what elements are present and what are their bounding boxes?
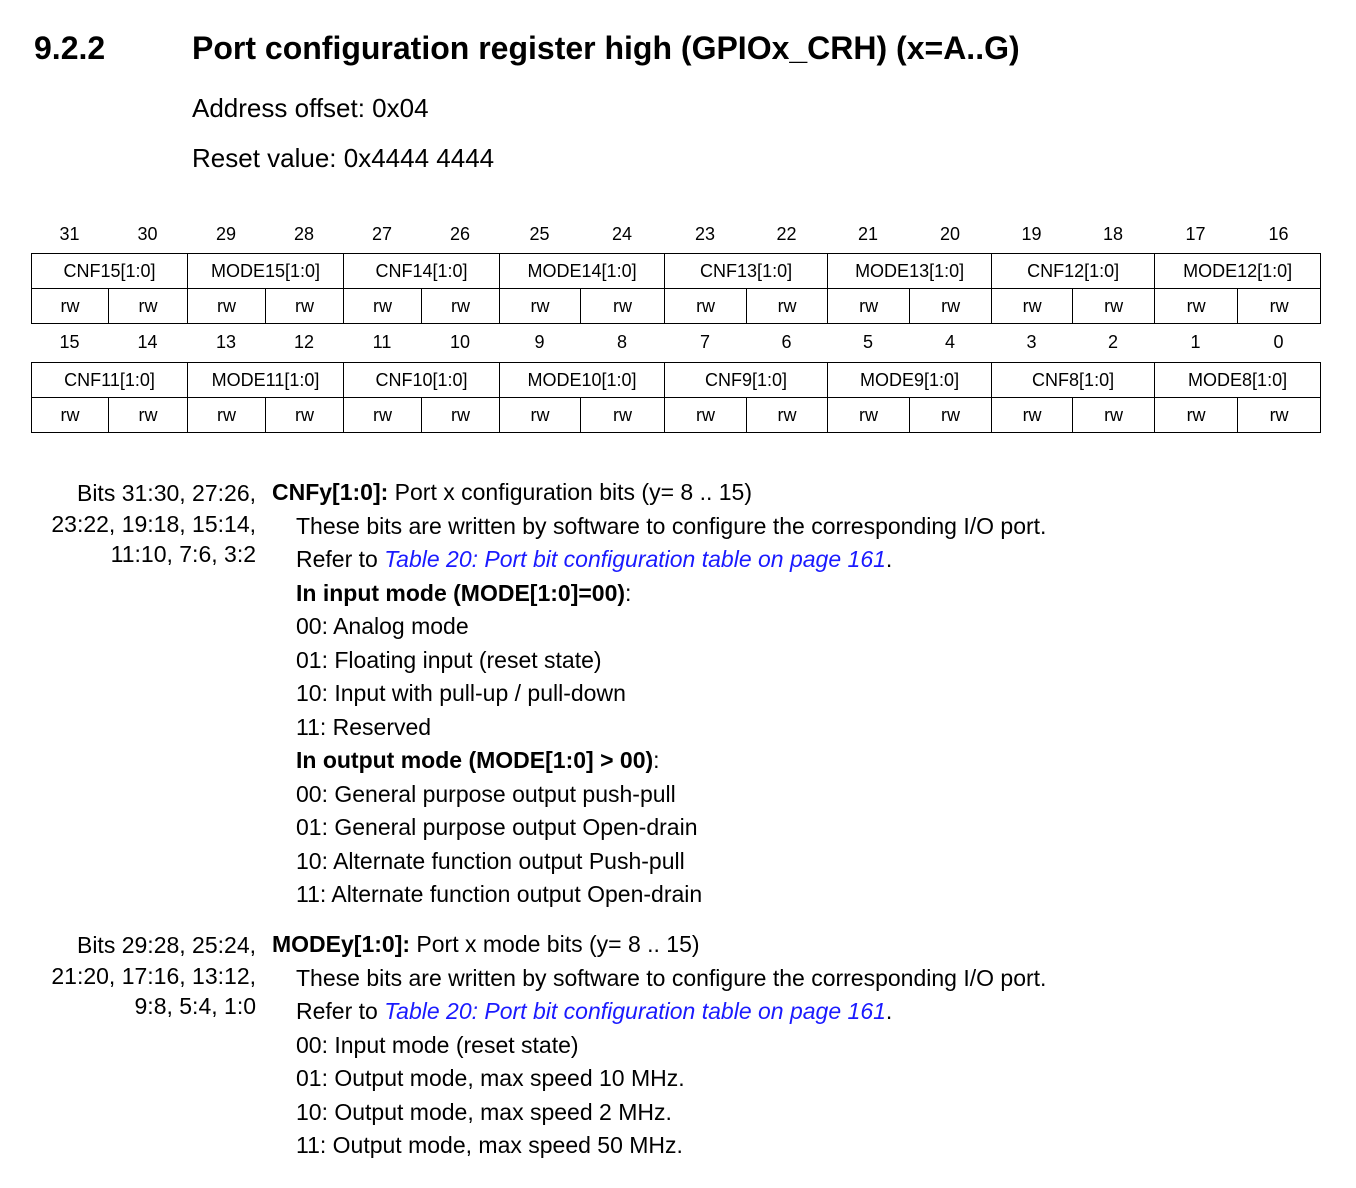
field-row [32,363,1321,398]
bit-number: 26 [449,224,471,244]
field-name: MODEy[1:0]: [272,931,411,957]
access-cell: rw [581,289,665,324]
list-item: 01: General purpose output Open-drain [296,814,698,840]
access-cell: rw [344,398,422,433]
refer-suffix: . [885,546,893,572]
access-cell: rw [422,398,500,433]
access-cell: rw [665,398,747,433]
bit-number: 28 [293,224,315,244]
description-line: These bits are written by software to configure the corresponding I/O port. [296,512,1047,539]
list-item: 00: Input mode (reset state) [296,1031,579,1058]
cnf-bits-label [51,478,256,570]
access-cell: rw [266,289,344,324]
bit-number: 9 [534,332,545,352]
section-number: 9.2.2 [34,30,106,66]
refer-suffix: . [885,998,893,1024]
bit-number: 20 [939,224,961,244]
input-mode-heading [272,577,1322,611]
description-line: These bits are written by software to configure the corresponding I/O port. [296,964,1047,991]
address-offset: Address offset: 0x04 [192,93,429,123]
bit-number: 11 [372,332,392,352]
cnf-description [272,476,1322,912]
access-cell: rw [422,289,500,324]
access-cell: rw [344,289,422,324]
bits-line: 9:8, 5:4, 1:0 [134,993,256,1019]
field-cell: MODE11[1:0] [188,363,344,398]
field-cell: MODE8[1:0] [1155,363,1321,398]
bit-number: 7 [699,332,710,352]
access-cell: rw [992,398,1073,433]
bit-numbers-high [31,217,1321,251]
heading-colon: : [625,579,632,606]
bit-number: 13 [215,332,237,352]
bit-number: 22 [776,224,797,244]
field-cell: CNF15[1:0] [32,254,188,289]
access-cell: rw [581,398,665,433]
bit-number: 25 [529,224,550,244]
access-cell: rw [109,398,188,433]
bit-number: 14 [137,332,158,352]
access-cell: rw [910,289,992,324]
bit-number: 29 [215,224,237,244]
field-name: CNFy[1:0]: [272,479,389,505]
access-cell: rw [188,398,266,433]
bits-line: 23:22, 19:18, 15:14, [51,510,256,537]
register-table-high [31,253,1321,324]
bit-number: 15 [59,332,80,352]
field-cell: MODE10[1:0] [500,363,665,398]
field-cell: CNF10[1:0] [344,363,500,398]
access-cell: rw [1155,289,1238,324]
field-cell: CNF9[1:0] [665,363,828,398]
section-title: Port configuration register high (GPIOx_CRH) (x=A..G) [192,30,1020,66]
bit-number: 18 [1102,224,1124,244]
bits-line: Bits 29:28, 25:24, [76,932,256,958]
list-item: 11: Reserved [296,713,432,740]
output-heading-text: In output mode (MODE[1:0] > 00) [296,747,654,773]
bit-number: 3 [1026,332,1037,352]
field-cell: MODE12[1:0] [1155,254,1321,289]
field-title [272,476,1322,510]
access-cell: rw [109,289,188,324]
access-cell: rw [747,398,828,433]
refer-line [272,543,1322,577]
access-cell: rw [828,398,910,433]
bits-line: 21:20, 17:16, 13:12, [51,962,256,989]
bit-number: 17 [1185,224,1206,244]
bit-number: 31 [59,224,80,244]
list-item: 00: Analog mode [296,613,469,639]
access-cell: rw [1238,289,1321,324]
table-link[interactable]: Table 20: Port bit configuration table on page 161 [384,998,886,1024]
list-item: 00: General purpose output push-pull [296,780,676,807]
access-cell: rw [665,289,747,324]
access-cell: rw [992,289,1073,324]
field-cell: MODE13[1:0] [828,254,992,289]
bit-number: 1 [1190,332,1201,352]
bits-line: Bits 31:30, 27:26, [76,480,256,506]
bit-numbers-low [31,325,1321,359]
bit-number: 30 [137,224,158,244]
refer-line [272,995,1322,1029]
mode-description [272,928,1322,1163]
access-cell: rw [910,398,992,433]
field-title [272,928,1322,962]
access-cell: rw [1073,289,1155,324]
mode-bits-label [51,930,256,1022]
field-cell: CNF8[1:0] [992,363,1155,398]
bit-number: 23 [694,224,716,244]
table-link[interactable]: Table 20: Port bit configuration table on page 161 [384,546,886,572]
list-item: 11: Output mode, max speed 50 MHz. [296,1132,683,1158]
field-cell: MODE15[1:0] [188,254,344,289]
field-summary: Port x configuration bits (y= 8 .. 15) [388,479,752,505]
bit-number: 12 [293,332,315,352]
list-item: 10: Alternate function output Push-pull [296,847,685,874]
access-row [32,398,1321,433]
list-item: 01: Output mode, max speed 10 MHz. [296,1065,685,1091]
access-cell: rw [1155,398,1238,433]
access-cell: rw [828,289,910,324]
field-cell: CNF11[1:0] [32,363,188,398]
access-cell: rw [1073,398,1155,433]
field-cell: CNF14[1:0] [344,254,500,289]
field-row [32,254,1321,289]
access-cell: rw [500,398,581,433]
bit-number: 10 [449,332,471,352]
access-row [32,289,1321,324]
bits-line: 11:10, 7:6, 3:2 [110,541,256,567]
access-cell: rw [32,289,109,324]
bit-number: 21 [857,224,879,244]
bit-number: 27 [371,224,393,244]
refer-prefix: Refer to [296,998,385,1024]
bit-number: 5 [862,332,873,352]
output-mode-heading [272,744,1322,778]
bit-number: 6 [781,332,792,352]
access-cell: rw [188,289,266,324]
field-cell: MODE14[1:0] [500,254,665,289]
list-item: 10: Input with pull-up / pull-down [296,680,626,706]
field-cell: CNF12[1:0] [992,254,1155,289]
refer-prefix: Refer to [296,546,385,572]
access-cell: rw [500,289,581,324]
list-item: 01: Floating input (reset state) [296,646,602,673]
bit-number: 16 [1268,224,1289,244]
heading-colon: : [653,747,660,773]
access-cell: rw [1238,398,1321,433]
field-cell: MODE9[1:0] [828,363,992,398]
bit-number: 19 [1021,224,1042,244]
access-cell: rw [747,289,828,324]
register-table-low [31,362,1321,433]
bit-number: 24 [611,224,633,244]
list-item: 10: Output mode, max speed 2 MHz. [296,1098,672,1125]
reset-value: Reset value: 0x4444 4444 [192,143,495,173]
field-summary: Port x mode bits (y= 8 .. 15) [410,931,700,957]
bit-number: 4 [944,332,955,352]
bit-number: 0 [1273,332,1284,352]
list-item: 11: Alternate function output Open-drain [296,881,703,907]
access-cell: rw [266,398,344,433]
field-cell: CNF13[1:0] [665,254,828,289]
input-heading-text: In input mode (MODE[1:0]=00) [296,579,626,606]
bit-number: 2 [1107,332,1118,352]
access-cell: rw [32,398,109,433]
bit-number: 8 [616,332,627,352]
